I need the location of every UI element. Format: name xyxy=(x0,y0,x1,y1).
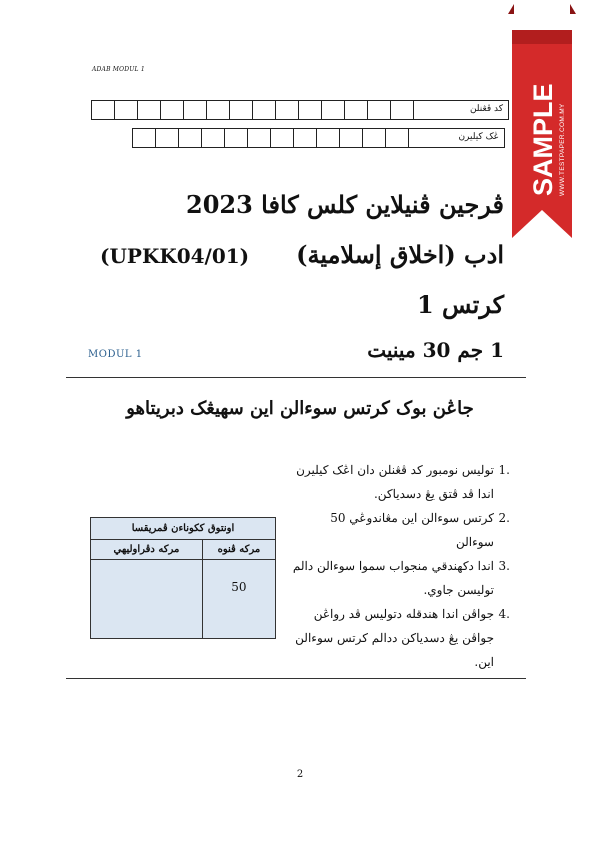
instructions-list xyxy=(290,458,510,674)
id-box[interactable] xyxy=(160,100,184,120)
instruction-number: .1 xyxy=(498,463,510,477)
divider-bottom xyxy=(66,678,526,679)
id-box[interactable] xyxy=(206,100,230,120)
instruction-item xyxy=(290,458,510,506)
module-label: MODUL 1 xyxy=(88,349,143,360)
instruction-item xyxy=(290,506,510,554)
id-box[interactable] xyxy=(390,100,414,120)
id-box[interactable] xyxy=(229,100,253,120)
id-code-label: كد ڤڠنلن xyxy=(413,100,509,120)
ribbon-url-text: WWW.TESTPAPER.COM.MY xyxy=(559,103,566,196)
candidate-box[interactable] xyxy=(339,128,363,148)
ribbon-sample-text: SAMPLE xyxy=(528,83,558,196)
candidate-number-label: ڠک كيليرن xyxy=(408,128,505,148)
exam-title: ڤرجين ڤنيلاين كلس كافا 2023 xyxy=(186,190,504,219)
id-box[interactable] xyxy=(137,100,161,120)
id-box[interactable] xyxy=(367,100,391,120)
ribbon-fold-right xyxy=(570,4,576,14)
instruction-number: .4 xyxy=(498,607,510,621)
full-marks-value: 50 xyxy=(202,560,275,639)
examiner-marks-table xyxy=(90,517,276,639)
id-box[interactable] xyxy=(298,100,322,120)
obtained-marks-value[interactable] xyxy=(91,560,203,639)
instruction-number: .2 xyxy=(498,511,510,525)
instructions-heading: جاڠن بوک كرتس سوءالن اين سهيڠک دبريتاهو xyxy=(126,398,474,419)
ribbon-fold-left xyxy=(508,4,514,14)
subject-title: ادب (اخلاق إسلامية) xyxy=(296,240,504,269)
paper-number: كرتس 1 xyxy=(416,290,504,319)
instruction-number: .3 xyxy=(498,559,510,573)
candidate-box[interactable] xyxy=(270,128,294,148)
id-box[interactable] xyxy=(321,100,345,120)
instruction-text: توليس نومبور كد ڤڠنلن دان اڠک كيليرن اندا ڤد ڤتق يڠ دسدياكن. xyxy=(296,463,494,501)
candidate-box[interactable] xyxy=(362,128,386,148)
ribbon-band xyxy=(512,30,572,44)
marks-table-title: اونتوق ککوناءن ڤمريقسا xyxy=(91,518,276,540)
instruction-item xyxy=(290,554,510,602)
id-box[interactable] xyxy=(344,100,368,120)
duration: 1 جم 30 مينيت xyxy=(367,338,504,362)
candidate-box[interactable] xyxy=(385,128,409,148)
sample-ribbon xyxy=(506,0,578,246)
candidate-box[interactable] xyxy=(293,128,317,148)
paper-code: ADAB MODUL 1 xyxy=(92,66,145,73)
candidate-box[interactable] xyxy=(247,128,271,148)
id-box[interactable] xyxy=(114,100,138,120)
candidate-box[interactable] xyxy=(316,128,340,148)
obtained-marks-header: مرکه دڤراوليهي xyxy=(91,540,203,560)
id-box[interactable] xyxy=(275,100,299,120)
instruction-text: اندا دكهندقي منجواب سموا سوءالن دالم توليسن جاوي. xyxy=(292,559,494,597)
page-number: 2 xyxy=(296,769,304,780)
instruction-text: جواڤن اندا هندقله دتوليس ڤد رواڠن جواڤن يڠ دسدياكن ددالم كرتس سوءالن اين. xyxy=(295,607,494,669)
id-box[interactable] xyxy=(183,100,207,120)
instruction-text: كرتس سوءالن اين مڠاندوڠي 50 سوءالن xyxy=(330,511,494,549)
candidate-number-boxes xyxy=(133,128,505,148)
candidate-box[interactable] xyxy=(132,128,156,148)
id-box[interactable] xyxy=(91,100,115,120)
instruction-item xyxy=(290,602,510,674)
candidate-box[interactable] xyxy=(224,128,248,148)
full-marks-header: مرکه ڤنوه xyxy=(202,540,275,560)
candidate-box[interactable] xyxy=(201,128,225,148)
divider-top xyxy=(66,377,526,378)
subject-code: (UPKK04/01) xyxy=(100,244,250,268)
id-box[interactable] xyxy=(252,100,276,120)
candidate-box[interactable] xyxy=(155,128,179,148)
id-number-boxes xyxy=(92,100,509,120)
candidate-box[interactable] xyxy=(178,128,202,148)
